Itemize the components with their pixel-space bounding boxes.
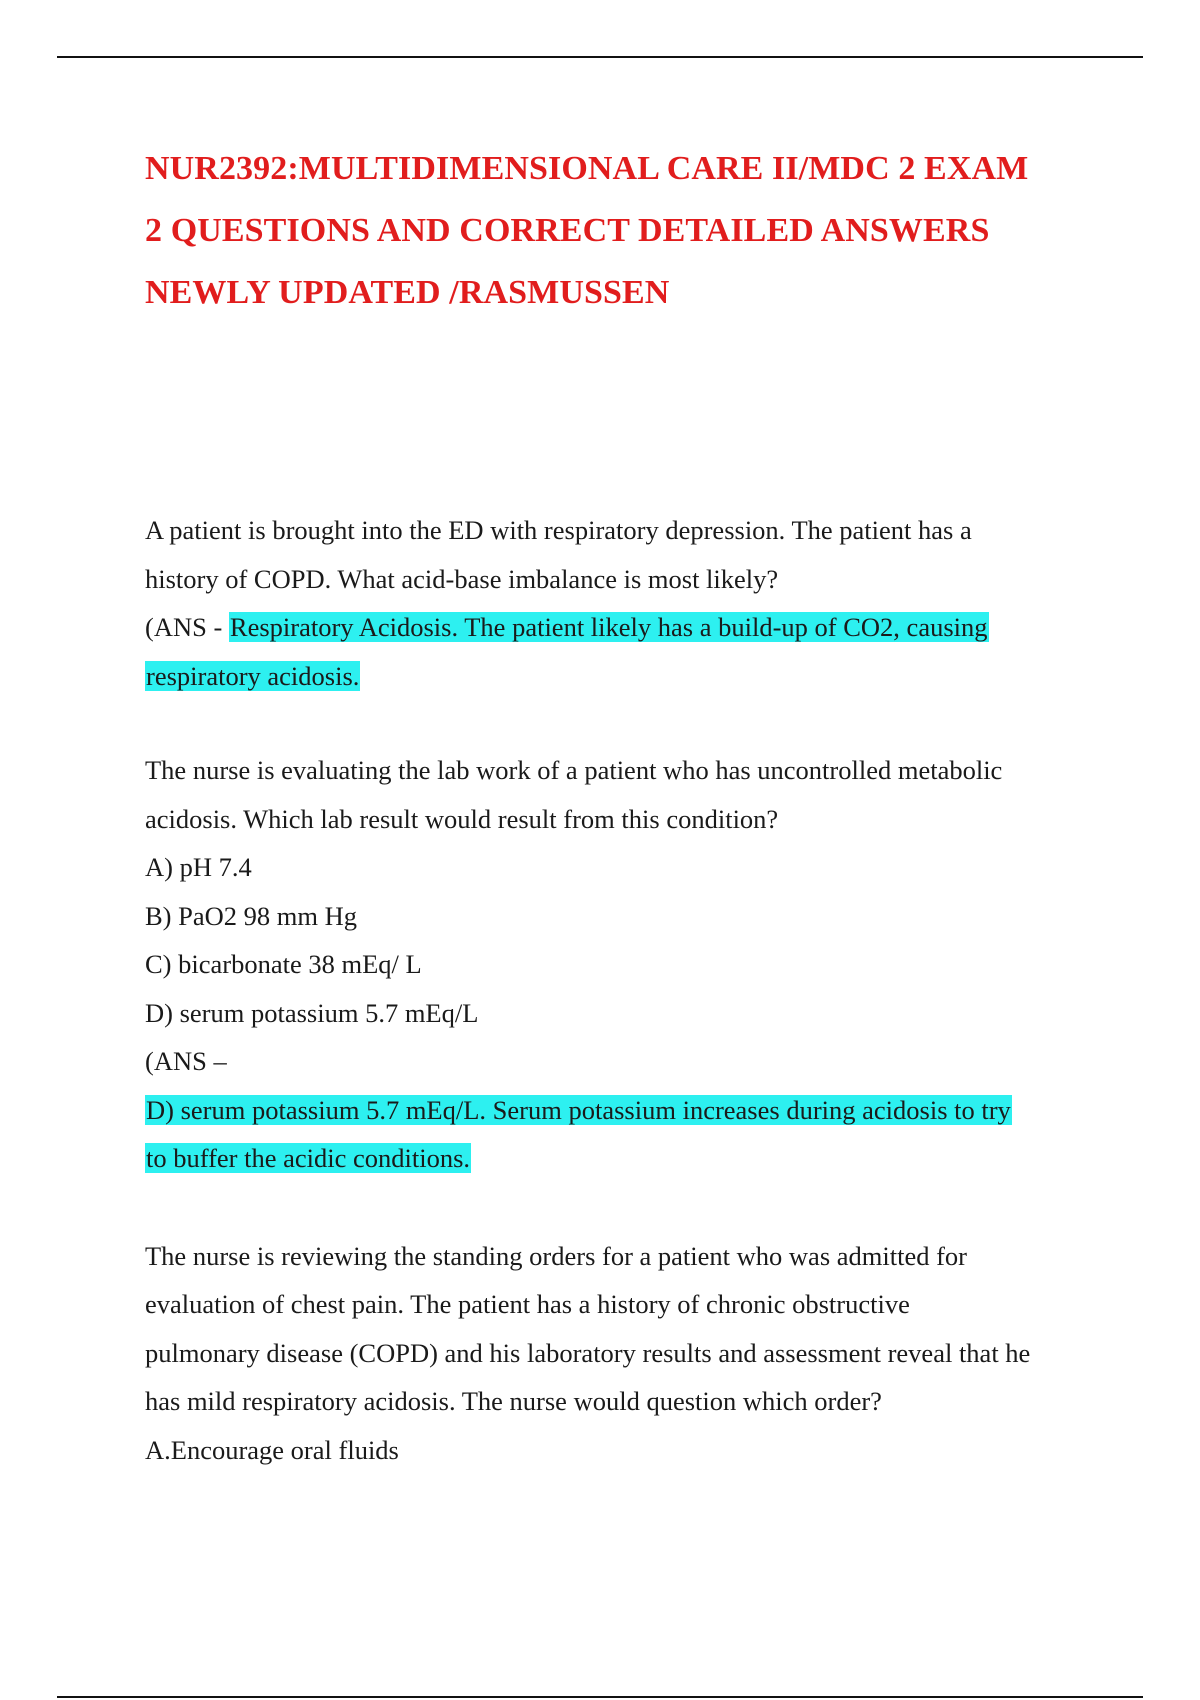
answer-highlight: Respiratory Acidosis. The patient likely has a build-up of CO2, causing [229, 612, 988, 642]
document-title [145, 138, 1095, 324]
document-body [145, 138, 1095, 1474]
answer-line [145, 1086, 1095, 1135]
title-line: 2 QUESTIONS AND CORRECT DETAILED ANSWERS [145, 212, 990, 249]
question-1 [145, 506, 1095, 700]
answer-line [145, 1134, 1095, 1183]
answer-line [145, 652, 1095, 701]
answer-prefix: (ANS – [145, 1046, 227, 1076]
question-text-line: history of COPD. What acid-base imbalance is most likely? [145, 563, 779, 594]
question-2 [145, 746, 1095, 1183]
answer-option: B) PaO2 98 mm Hg [145, 900, 357, 931]
answer-option: A) pH 7.4 [145, 852, 252, 882]
question-text-line: The nurse is evaluating the lab work of a patient who has uncontrolled metabolic [145, 755, 1003, 785]
question-text-line: A patient is brought into the ED with respiratory depression. The patient has a [145, 515, 972, 545]
answer-option: A.Encourage oral fluids [145, 1434, 399, 1465]
answer-highlight: respiratory acidosis. [146, 660, 360, 691]
answer-prefix: (ANS - [145, 612, 229, 642]
question-text-line: The nurse is reviewing the standing orders for a patient who was admitted for [145, 1240, 968, 1271]
question-text-line: acidosis. Which lab result would result from this condition? [145, 803, 779, 834]
title-line: NUR2392:MULTIDIMENSIONAL CARE II/MDC 2 EXAM [145, 150, 1029, 187]
answer-highlight: to buffer the acidic conditions. [146, 1143, 471, 1173]
question-text-line: pulmonary disease (COPD) and his laboratory results and assessment reveal that he [145, 1337, 1031, 1368]
answer-option: C) bicarbonate 38 mEq/ L [145, 949, 422, 979]
answer-option: D) serum potassium 5.7 mEq/L [145, 997, 479, 1028]
answer-highlight: D) serum potassium 5.7 mEq/L. Serum potassium increases during acidosis to try [146, 1094, 1011, 1125]
question-text-line: has mild respiratory acidosis. The nurse would question which order? [145, 1386, 882, 1416]
answer-line [145, 603, 1095, 652]
question-text-line: evaluation of chest pain. The patient has a history of chronic obstructive [145, 1289, 910, 1319]
bottom-rule [57, 1696, 1143, 1698]
title-line: NEWLY UPDATED /RASMUSSEN [145, 274, 670, 311]
top-rule [57, 56, 1143, 58]
question-3 [145, 1232, 1095, 1475]
